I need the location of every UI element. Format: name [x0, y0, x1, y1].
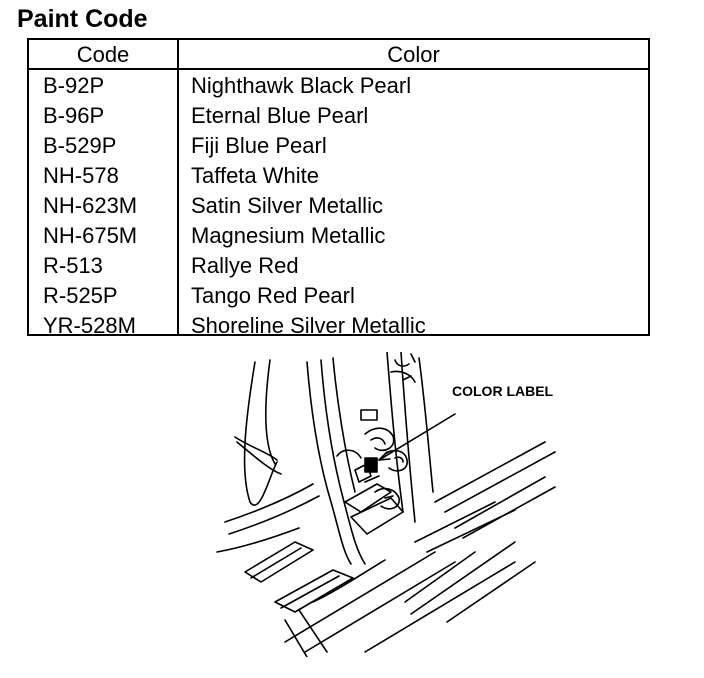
table-row — [29, 131, 648, 161]
paint-code-table — [27, 38, 650, 336]
code-cell: R-513 — [43, 253, 103, 278]
table-row — [29, 71, 648, 101]
code-cell: B-96P — [43, 103, 105, 128]
table-row — [29, 101, 648, 131]
code-cell: NH-578 — [43, 163, 119, 188]
color-cell: Shoreline Silver Metallic — [191, 313, 426, 338]
table-row — [29, 191, 648, 221]
header-code: Code — [76, 42, 130, 67]
code-cell: R-525P — [43, 283, 118, 308]
color-cell: Taffeta White — [191, 163, 319, 188]
code-cell: YR-528M — [43, 313, 136, 338]
color-cell: Satin Silver Metallic — [191, 193, 383, 218]
table-row — [29, 281, 648, 311]
color-label-callout: COLOR LABEL — [452, 383, 554, 399]
color-cell: Magnesium Metallic — [191, 223, 386, 248]
color-cell: Rallye Red — [191, 253, 299, 278]
page-title: Paint Code — [17, 5, 148, 33]
color-cell: Nighthawk Black Pearl — [191, 73, 412, 98]
code-cell: B-529P — [43, 133, 117, 158]
code-cell: NH-675M — [43, 223, 138, 248]
color-cell: Eternal Blue Pearl — [191, 103, 369, 128]
code-cell: NH-623M — [43, 193, 138, 218]
table-row — [29, 311, 648, 341]
table-body — [29, 71, 648, 341]
table-row — [29, 161, 648, 191]
code-cell: B-92P — [43, 73, 105, 98]
color-cell: Tango Red Pearl — [191, 283, 355, 308]
table-row — [29, 251, 648, 281]
header-color: Color — [387, 42, 440, 67]
color-cell: Fiji Blue Pearl — [191, 133, 327, 158]
table-row — [29, 221, 648, 251]
